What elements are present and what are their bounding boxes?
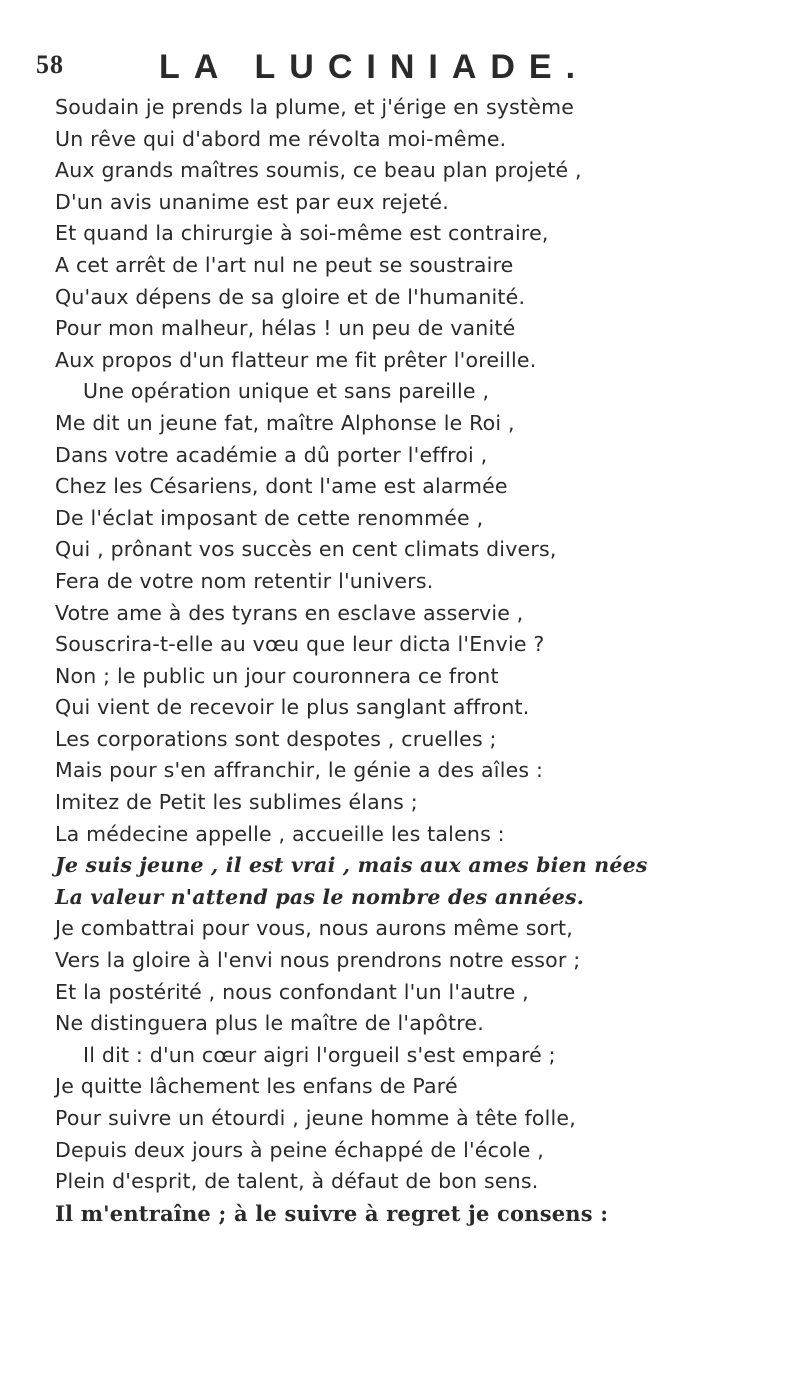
running-title: LA LUCINIADE. [159,48,590,86]
verse-line-15: Qui , prônant vos succès en cent climats divers, [55,537,557,562]
verse-line-28: Vers la gloire à l'envi nous prendrons notre essor ; [55,948,581,973]
verse-line-25: Je suis jeune , il est vrai , mais aux ames bien nées [55,853,648,878]
verse-line-17: Votre ame à des tyrans en esclave asservie , [55,600,524,625]
verse-line-16: Fera de votre nom retentir l'univers. [55,568,434,593]
verse-line-30: Ne distinguera plus le maître de l'apôtre. [55,1011,484,1036]
verse-line-31: Il dit : d'un cœur aigri l'orgueil s'est emparé ; [83,1042,556,1067]
verse-line-7: Qu'aux dépens de sa gloire et de l'humanité. [55,284,526,309]
verse-line-5: Et quand la chirurgie à soi-même est contraire, [55,221,549,246]
verse-line-35: Plein d'esprit, de talent, à défaut de bon sens. [55,1169,539,1194]
verse-block [55,92,795,1229]
verse-line-34: Depuis deux jours à peine échappé de l'école , [55,1137,544,1162]
verse-line-29: Et la postérité , nous confondant l'un l'autre , [55,979,529,1004]
verse-line-19: Non ; le public un jour couronnera ce front [55,663,499,688]
verse-line-9: Aux propos d'un flatteur me fit prêter l'oreille. [55,347,537,372]
verse-line-32: Je quitte lâchement les enfans de Paré [55,1074,458,1099]
verse-line-23: Imitez de Petit les sublimes élans ; [55,790,418,815]
verse-line-13: Chez les Césariens, dont l'ame est alarmée [55,474,508,499]
verse-line-18: Souscrira-t-elle au vœu que leur dicta l'Envie ? [55,632,545,657]
verse-line-14: De l'éclat imposant de cette renommée , [55,505,484,530]
verse-line-4: D'un avis unanime est par eux rejeté. [55,189,449,214]
verse-line-6: A cet arrêt de l'art nul ne peut se soustraire [55,252,514,277]
verse-line-22: Mais pour s'en affranchir, le génie a des aîles : [55,758,544,783]
verse-line-33: Pour suivre un étourdi , jeune homme à tête folle, [55,1106,576,1130]
page-header [36,50,776,90]
verse-line-12: Dans votre académie a dû porter l'effroi , [55,442,488,467]
verse-line-11: Me dit un jeune fat, maître Alphonse le Roi , [55,410,515,435]
verse-line-27: Je combattrai pour vous, nous aurons même sort, [55,916,573,941]
verse-line-10: Une opération unique et sans pareille , [83,379,490,404]
verse-line-21: Les corporations sont despotes , cruelles ; [55,726,497,751]
verse-line-1: Soudain je prends la plume, et j'érige en système [55,95,575,119]
verse-line-36: Il m'entraîne ; à le suivre à regret je consens : [55,1200,609,1226]
verse-line-3: Aux grands maîtres soumis, ce beau plan projeté , [55,158,582,183]
page-number: 58 [36,50,64,79]
verse-line-2: Un rêve qui d'abord me révolta moi-même. [55,126,507,151]
verse-line-26: La valeur n'attend pas le nombre des années. [55,884,585,909]
verse-line-24: La médecine appelle , accueille les talens : [55,821,505,846]
verse-line-20: Qui vient de recevoir le plus sanglant affront. [55,695,530,720]
verse-line-8: Pour mon malheur, hélas ! un peu de vanité [55,316,516,341]
